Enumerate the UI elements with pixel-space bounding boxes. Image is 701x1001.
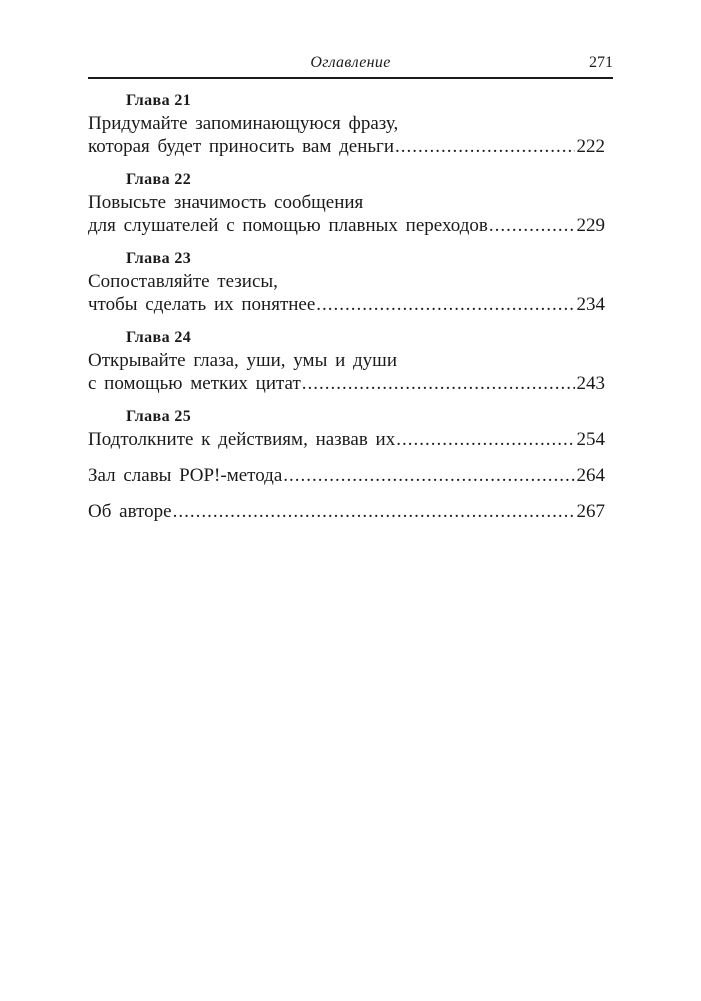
- entry-page-number: 267: [576, 501, 605, 522]
- entry-title-line-2: [88, 214, 605, 238]
- entry-title-text: Об авторе: [88, 501, 172, 522]
- entry-title-line-2: [88, 135, 605, 159]
- toc-entry-chapter-22: [88, 169, 605, 238]
- chapter-label: Глава 21: [126, 92, 192, 109]
- table-of-contents: [88, 90, 605, 530]
- entry-page-number: 222: [576, 136, 605, 157]
- entry-title-line: [88, 428, 605, 452]
- entry-title-text: с помощью метких цитат: [88, 373, 301, 394]
- dot-leader: [489, 214, 575, 238]
- entry-title-line-1: Повысьте значимость сообщения: [88, 192, 364, 213]
- entry-title-text: Зал славы POP!-метода: [88, 465, 283, 486]
- dot-leader: [173, 500, 575, 524]
- entry-page-number: 254: [576, 429, 605, 450]
- entry-page-number: 243: [576, 373, 605, 394]
- entry-title-line-1: Придумайте запоминающуюся фразу,: [88, 113, 399, 134]
- dot-leader: [316, 293, 574, 317]
- toc-entry-chapter-23: [88, 248, 605, 317]
- entry-title-line: [88, 500, 605, 524]
- chapter-label: Глава 24: [126, 329, 192, 346]
- dot-leader: [396, 428, 574, 452]
- entry-title-line-2: [88, 372, 605, 396]
- entry-title-line: [88, 464, 605, 488]
- chapter-label: Глава 25: [126, 408, 192, 425]
- dot-leader: [302, 372, 575, 396]
- entry-page-number: 229: [576, 215, 605, 236]
- chapter-label: Глава 22: [126, 171, 192, 188]
- chapter-label: Глава 23: [126, 250, 192, 267]
- toc-entry-chapter-25: [88, 406, 605, 452]
- toc-entry-chapter-21: [88, 90, 605, 159]
- header-title: Оглавление: [310, 54, 391, 71]
- toc-entry-about-author: [88, 500, 605, 524]
- entry-page-number: 264: [576, 465, 605, 486]
- toc-entry-chapter-24: [88, 327, 605, 396]
- entry-title-text: Подтолкните к действиям, назвав их: [88, 429, 396, 450]
- header-rule: [88, 77, 613, 79]
- running-header: [88, 54, 613, 78]
- entry-title-line-1: Открывайте глаза, уши, умы и души: [88, 350, 397, 371]
- entry-title-line-2: [88, 293, 605, 317]
- dot-leader: [283, 464, 574, 488]
- entry-title-line-1: Сопоставляйте тезисы,: [88, 271, 278, 292]
- toc-entry-hall-of-fame: [88, 464, 605, 488]
- entry-title-text: чтобы сделать их понятнее: [88, 294, 316, 315]
- entry-title-text: для слушателей с помощью плавных переходов: [88, 215, 488, 236]
- dot-leader: [395, 135, 574, 159]
- header-page-number: 271: [589, 54, 613, 71]
- entry-title-text: которая будет приносить вам деньги: [88, 136, 395, 157]
- entry-page-number: 234: [576, 294, 605, 315]
